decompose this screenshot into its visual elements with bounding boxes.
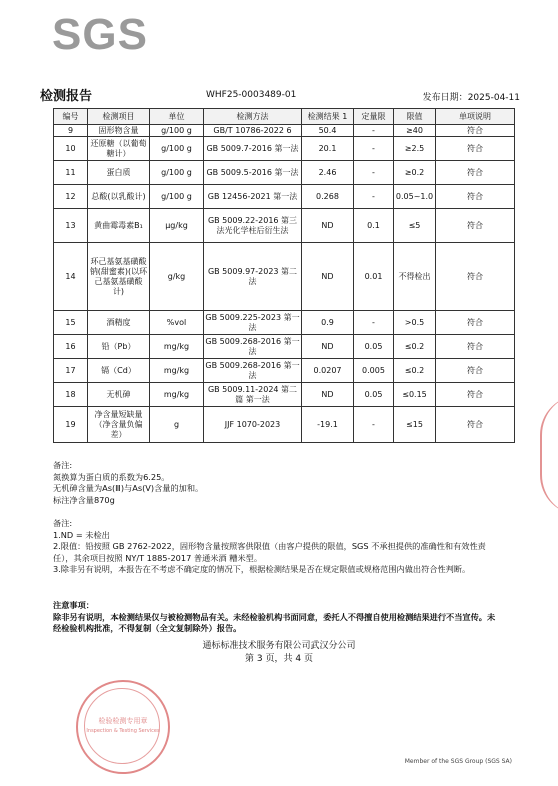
table-cell: g/100 g (150, 125, 204, 137)
table-cell: 0.05~1.0 (394, 185, 436, 209)
table-cell: ≤0.2 (394, 359, 436, 383)
table-cell: ND (302, 383, 354, 407)
table-cell: GB 5009.97-2023 第二法 (204, 243, 302, 311)
table-row (54, 335, 515, 359)
table-row (54, 311, 515, 335)
table-cell: - (354, 407, 394, 443)
table-cell: 0.01 (354, 243, 394, 311)
attention-text: 除非另有说明，本检测结果仅与被检测物品有关。未经检验机构书面同意，委托人不得擅自使用检测结果进行不当宣传。未经检验机构批准，不得复制（全文复制除外）报告。 (53, 611, 496, 634)
table-cell: 符合 (436, 243, 515, 311)
table-cell: mg/kg (150, 383, 204, 407)
table-cell: 13 (54, 209, 88, 243)
table-cell: - (354, 137, 394, 161)
table-cell: 18 (54, 383, 88, 407)
table-cell: 17 (54, 359, 88, 383)
table-cell: GB 5009.225-2023 第一法 (204, 311, 302, 335)
note-line: 3.除非另有说明，本报告在不考虑不确定度的情况下，根据检测结果是否在规定限值或规格范围内做出符合性判断。 (53, 564, 471, 575)
table-cell: 符合 (436, 359, 515, 383)
table-cell: 不得检出 (394, 243, 436, 311)
notes-title: 备注: (53, 518, 73, 528)
table-cell: ND (302, 243, 354, 311)
note-line: 1.ND = 未检出 (53, 529, 110, 540)
col-header: 限值 (394, 109, 436, 125)
table-cell: 符合 (436, 137, 515, 161)
sgs-logo: SGS (52, 10, 148, 59)
table-cell: 0.0207 (302, 359, 354, 383)
col-header: 检测结果 1 (302, 109, 354, 125)
table-row (54, 383, 515, 407)
table-cell: ≤0.15 (394, 383, 436, 407)
stamp-line: Inspection & Testing Services (86, 728, 160, 734)
table-cell: 净含量短缺量（净含量负偏差） (88, 407, 150, 443)
table-cell: 黄曲霉毒素B₁ (88, 209, 150, 243)
table-cell: ≥0.2 (394, 161, 436, 185)
table-cell: g/100 g (150, 161, 204, 185)
table-row (54, 407, 515, 443)
results-table (53, 108, 515, 443)
col-header: 定量限 (354, 109, 394, 125)
table-cell: mg/kg (150, 335, 204, 359)
table-cell: 12 (54, 185, 88, 209)
report-number: WHF25-0003489-01 (206, 90, 297, 100)
table-cell: 19 (54, 407, 88, 443)
col-header: 单项说明 (436, 109, 515, 125)
attention-title: 注意事项： (53, 600, 94, 610)
table-cell: 11 (54, 161, 88, 185)
table-cell: ND (302, 335, 354, 359)
remark-line: 无机砷含量为As(Ⅲ)与As(Ⅴ)含量的加和。 (53, 483, 204, 494)
table-cell: 符合 (436, 311, 515, 335)
report-title: 检测报告 (40, 89, 93, 104)
table-cell: 符合 (436, 383, 515, 407)
table-cell: GB 5009.268-2016 第一法 (204, 359, 302, 383)
col-header: 编号 (54, 109, 88, 125)
table-cell: 符合 (436, 125, 515, 137)
table-cell: ≤15 (394, 407, 436, 443)
table-row (54, 185, 515, 209)
table-cell: GB 5009.22-2016 第三法光化学柱后衍生法 (204, 209, 302, 243)
table-cell: 总酸(以乳酸计) (88, 185, 150, 209)
table-cell: 蛋白质 (88, 161, 150, 185)
table-row (54, 161, 515, 185)
table-cell: mg/kg (150, 359, 204, 383)
table-cell: 符合 (436, 161, 515, 185)
table-cell: 镉（Cd） (88, 359, 150, 383)
table-row (54, 243, 515, 311)
issue-date (423, 90, 520, 103)
table-cell: 0.9 (302, 311, 354, 335)
table-cell: 符合 (436, 185, 515, 209)
table-cell: 符合 (436, 209, 515, 243)
table-cell: 固形物含量 (88, 125, 150, 137)
table-cell: - (354, 311, 394, 335)
table-header-row (54, 109, 515, 125)
table-cell: 0.05 (354, 383, 394, 407)
table-cell: ND (302, 209, 354, 243)
table-row (54, 137, 515, 161)
table-cell: GB/T 10786-2022 6 (204, 125, 302, 137)
table-cell: 15 (54, 311, 88, 335)
table-row (54, 209, 515, 243)
issue-date-label: 发布日期： (422, 93, 468, 103)
table-cell: - (354, 185, 394, 209)
col-header: 检测项目 (88, 109, 150, 125)
table-cell: 符合 (436, 407, 515, 443)
table-row (54, 125, 515, 137)
table-cell: 10 (54, 137, 88, 161)
table-cell: %vol (150, 311, 204, 335)
footer-page: 第 3 页，共 4 页 (245, 654, 313, 664)
issue-date-value: 2025-04-11 (467, 93, 520, 103)
remark-line: 氮换算为蛋白质的系数为6.25。 (53, 471, 170, 482)
table-cell: GB 12456-2021 第一法 (204, 185, 302, 209)
table-cell: 无机砷 (88, 383, 150, 407)
table-cell: g (150, 407, 204, 443)
stamp-line: 检验检测专用章 (98, 717, 148, 725)
table-cell: 14 (54, 243, 88, 311)
table-cell: g/100 g (150, 137, 204, 161)
table-cell: 0.05 (354, 335, 394, 359)
col-header: 检测方法 (204, 109, 302, 125)
table-cell: GB 5009.7-2016 第一法 (204, 137, 302, 161)
col-header: 单位 (150, 109, 204, 125)
table-cell: g/kg (150, 243, 204, 311)
table-cell: 9 (54, 125, 88, 137)
table-cell: g/100 g (150, 185, 204, 209)
table-cell: ≥40 (394, 125, 436, 137)
table-cell: ≥2.5 (394, 137, 436, 161)
remark-line: 标注净含量870g (53, 494, 115, 505)
table-cell: - (354, 161, 394, 185)
notes-block (53, 518, 503, 576)
attention-block (53, 600, 503, 635)
table-cell: 16 (54, 335, 88, 359)
table-cell: JJF 1070-2023 (204, 407, 302, 443)
table-cell: ≤5 (394, 209, 436, 243)
footer-company: 通标标准技术服务有限公司武汉分公司 (202, 641, 356, 651)
table-row (54, 359, 515, 383)
table-cell: 2.46 (302, 161, 354, 185)
table-cell: >0.5 (394, 311, 436, 335)
table-cell: 50.4 (302, 125, 354, 137)
table-cell: 0.005 (354, 359, 394, 383)
note-line: 2.限值：铅按照 GB 2762-2022，固形物含量按照客供限值（由客户提供的限值，SGS 不承担提供的准确性和有效性责任），其余项目按照 NY/T 1885-2017 普通米酒 糟米型。 (53, 541, 486, 563)
table-cell: 铅（Pb） (88, 335, 150, 359)
table-cell: 还原糖（以葡萄糖计） (88, 137, 150, 161)
stamp-inner-ring (84, 688, 160, 764)
report-header (40, 86, 520, 106)
table-cell: 酒精度 (88, 311, 150, 335)
table-cell: 符合 (436, 335, 515, 359)
member-text: Member of the SGS Group (SGS SA) (404, 758, 512, 765)
table-cell: 0.268 (302, 185, 354, 209)
table-cell: GB 5009.268-2016 第一法 (204, 335, 302, 359)
table-cell: -19.1 (302, 407, 354, 443)
table-cell: GB 5009.11-2024 第二篇 第一法 (204, 383, 302, 407)
edge-seal (540, 395, 558, 515)
table-cell: 环己基氨基磺酸钠(甜蜜素)(以环己基氨基磺酸计) (88, 243, 150, 311)
table-cell: 0.1 (354, 209, 394, 243)
table-cell: GB 5009.5-2016 第一法 (204, 161, 302, 185)
footer (0, 640, 558, 666)
table-cell: μg/kg (150, 209, 204, 243)
remarks-block (53, 460, 503, 506)
table-cell: 20.1 (302, 137, 354, 161)
table-cell: ≤0.2 (394, 335, 436, 359)
table-cell: - (354, 125, 394, 137)
remarks-title: 备注: (53, 460, 73, 470)
